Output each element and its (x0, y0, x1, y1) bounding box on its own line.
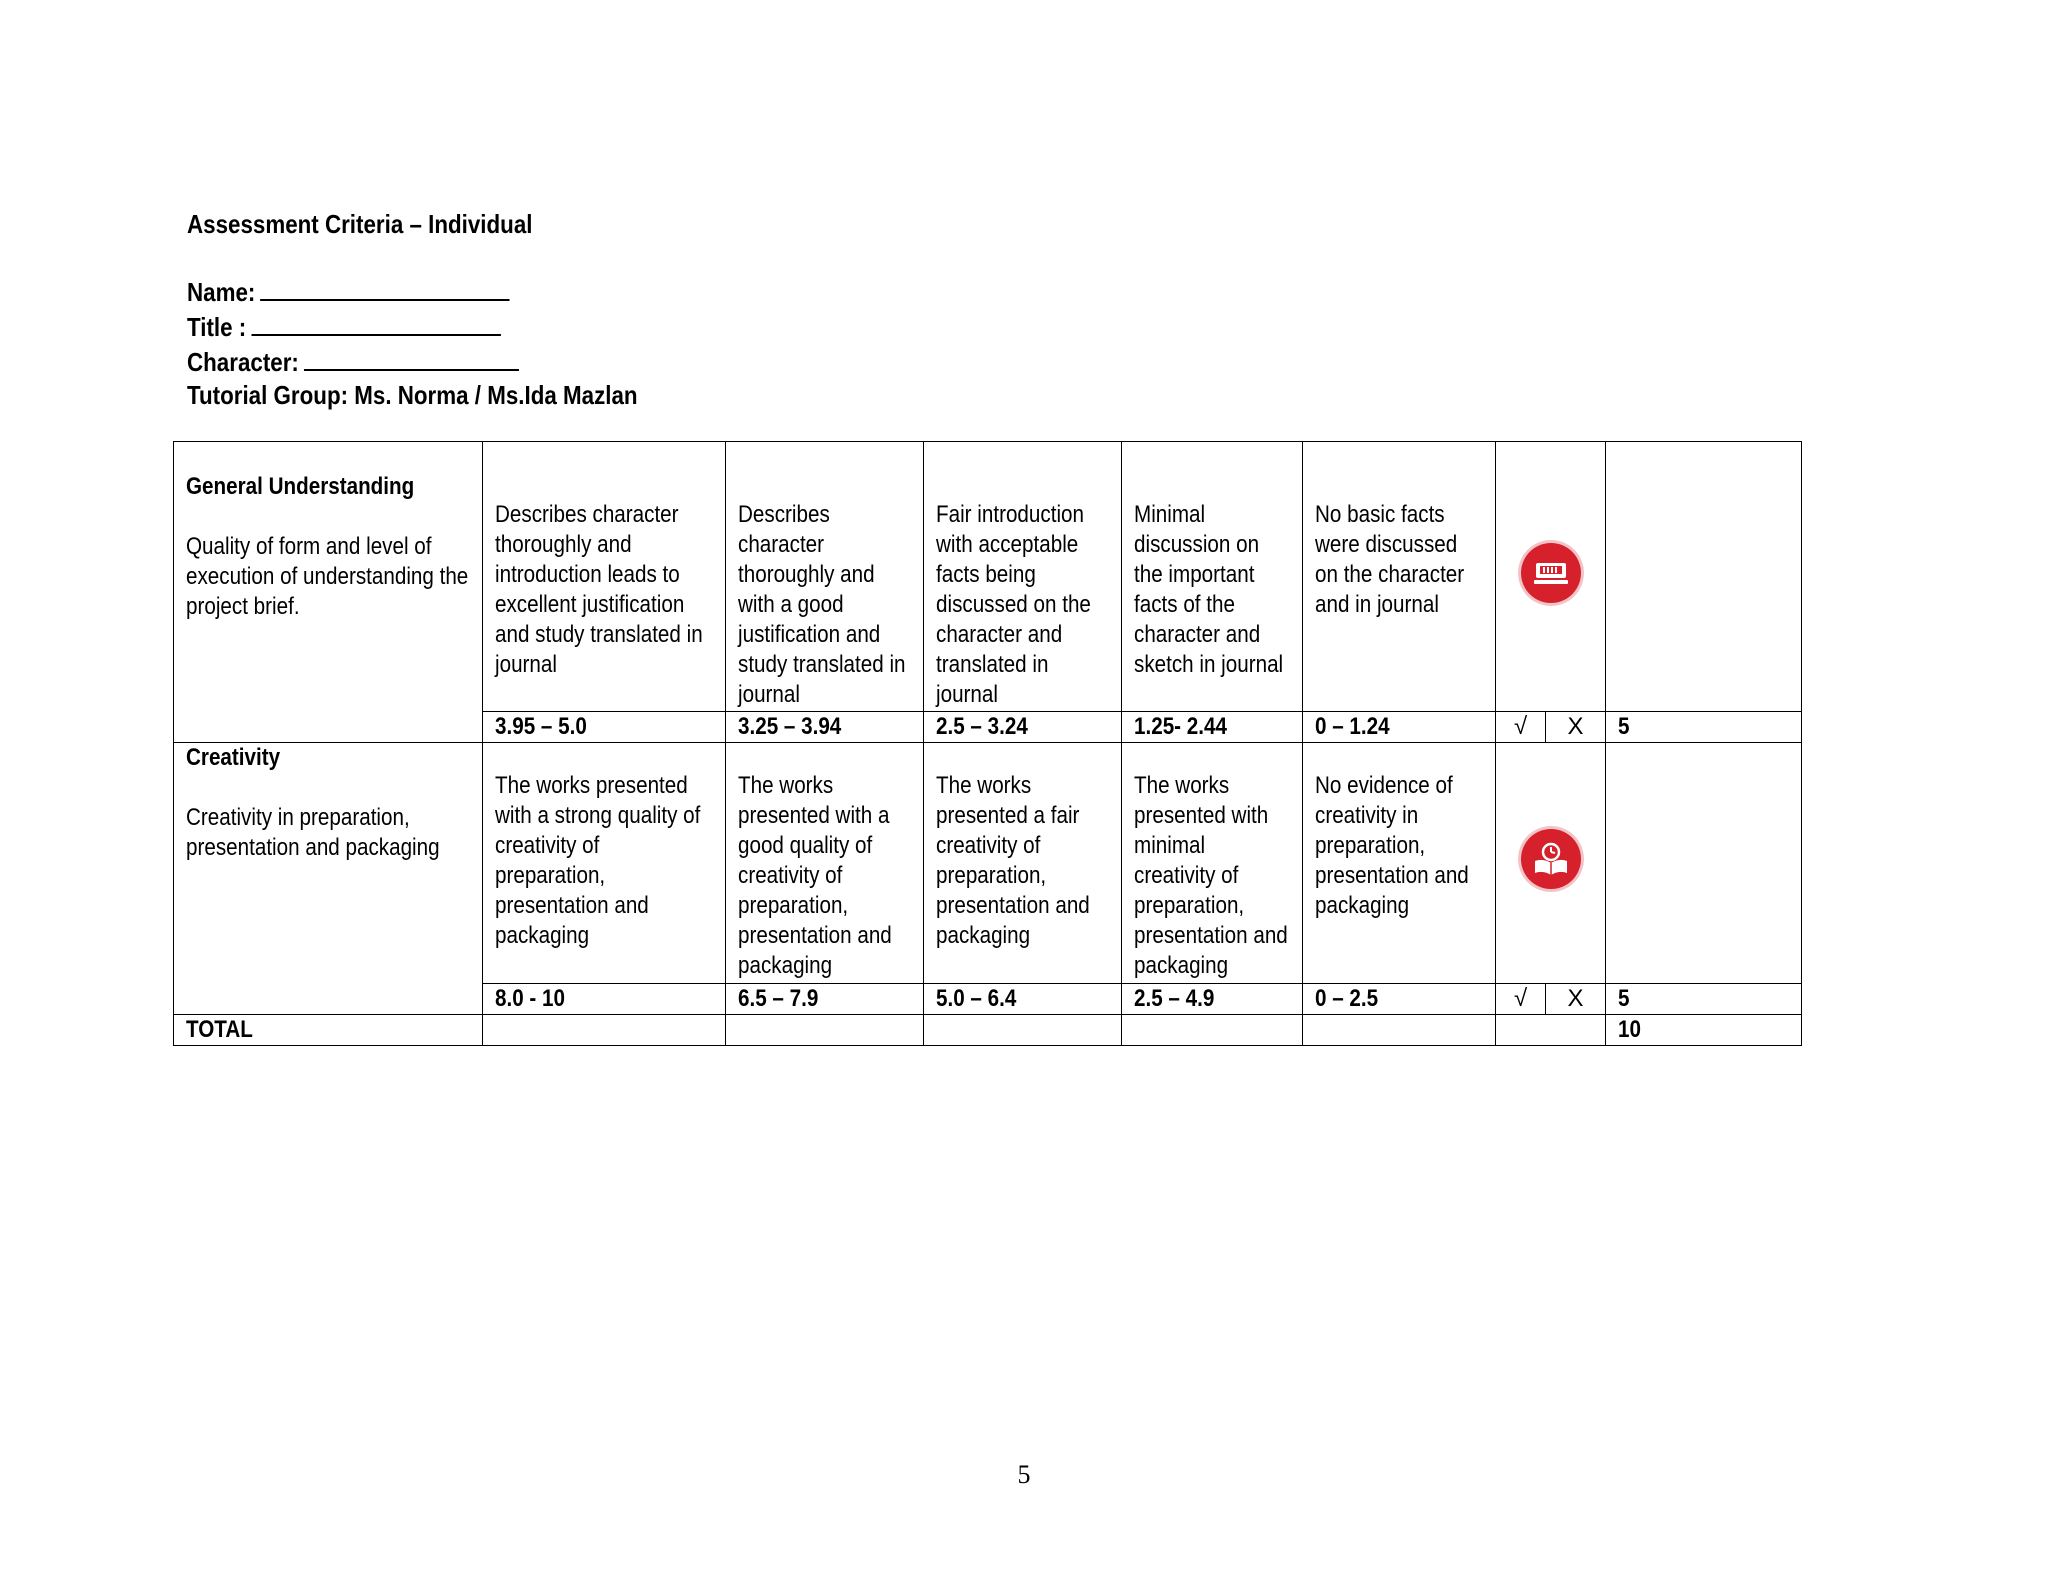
mark-cell-blank (1606, 442, 1802, 712)
character-blank-line[interactable] (304, 344, 519, 371)
character-field (187, 344, 638, 379)
page-number: 5 (1017, 1460, 1031, 1489)
tick-mark[interactable]: √ (1496, 984, 1546, 1014)
title-label: Title : (187, 312, 247, 342)
title-blank-line[interactable] (251, 309, 500, 336)
empty-cell (1122, 1015, 1303, 1046)
criterion-name: General Understanding (186, 473, 415, 500)
range-good: 3.25 – 3.94 (726, 712, 924, 743)
range-none: 0 – 2.5 (1303, 984, 1496, 1015)
icon-cell (1496, 442, 1606, 712)
range-minimal: 2.5 – 4.9 (1122, 984, 1303, 1015)
cross-mark[interactable]: X (1567, 713, 1584, 740)
criterion-cell (174, 743, 483, 1015)
mark-value: 5 (1606, 712, 1802, 743)
table-row (174, 442, 1802, 712)
cross-mark[interactable]: X (1567, 985, 1584, 1012)
level-fair: The works presented a fair creativity of preparation, presentation and packaging (924, 743, 1122, 984)
criterion-description: Quality of form and level of execution of understanding the project brief. (186, 533, 469, 620)
range-fair: 5.0 – 6.4 (924, 984, 1122, 1015)
page-title: Assessment Criteria – Individual (187, 209, 533, 239)
tick-cross-cell (1496, 712, 1606, 743)
mark-cell-blank (1606, 743, 1802, 984)
level-good: The works presented with a good quality of creativity of preparation, presentation and packaging (726, 743, 924, 984)
range-excellent: 3.95 – 5.0 (483, 712, 726, 743)
criterion-name: Creativity (186, 744, 281, 771)
criterion-cell (174, 442, 483, 743)
empty-cell (1303, 1015, 1496, 1046)
empty-cell (483, 1015, 726, 1046)
empty-cell (1496, 1015, 1606, 1046)
empty-cell (924, 1015, 1122, 1046)
level-excellent: The works presented with a strong quality of creativity of preparation, presentation and packaging (483, 743, 726, 984)
presentation-icon (1521, 543, 1581, 603)
range-excellent: 8.0 - 10 (483, 984, 726, 1015)
form-header (187, 208, 638, 412)
tick-cross-cell (1496, 984, 1606, 1015)
level-none: No basic facts were discussed on the character and in journal (1303, 442, 1496, 712)
tick-mark[interactable]: √ (1496, 712, 1546, 742)
level-minimal: The works presented with minimal creativity of preparation, presentation and packaging (1122, 743, 1303, 984)
rubric-table (173, 441, 1802, 1046)
range-minimal: 1.25- 2.44 (1122, 712, 1303, 743)
icon-cell (1496, 743, 1606, 984)
total-mark: 10 (1606, 1015, 1802, 1046)
name-field (187, 274, 638, 309)
level-minimal: Minimal discussion on the important facts of the character and sketch in journal (1122, 442, 1303, 712)
name-blank-line[interactable] (261, 274, 510, 301)
level-excellent: Describes character thoroughly and introduction leads to excellent justification and study translated in journal (483, 442, 726, 712)
criterion-description: Creativity in preparation, presentation and packaging (186, 804, 440, 861)
mark-value: 5 (1606, 984, 1802, 1015)
level-good: Describes character thoroughly and with a good justification and study translated in journal (726, 442, 924, 712)
title-field (187, 309, 638, 344)
range-fair: 2.5 – 3.24 (924, 712, 1122, 743)
character-label: Character: (187, 347, 299, 377)
tutorial-group: Tutorial Group: Ms. Norma / Ms.Ida Mazlan (187, 380, 638, 410)
total-row (174, 1015, 1802, 1046)
book-clock-icon (1521, 829, 1581, 889)
level-none: No evidence of creativity in preparation, presentation and packaging (1303, 743, 1496, 984)
name-label: Name: (187, 277, 256, 307)
table-row (174, 743, 1802, 984)
empty-cell (726, 1015, 924, 1046)
range-none: 0 – 1.24 (1303, 712, 1496, 743)
range-good: 6.5 – 7.9 (726, 984, 924, 1015)
total-label: TOTAL (174, 1015, 483, 1046)
level-fair: Fair introduction with acceptable facts being discussed on the character and translated in journal (924, 442, 1122, 712)
